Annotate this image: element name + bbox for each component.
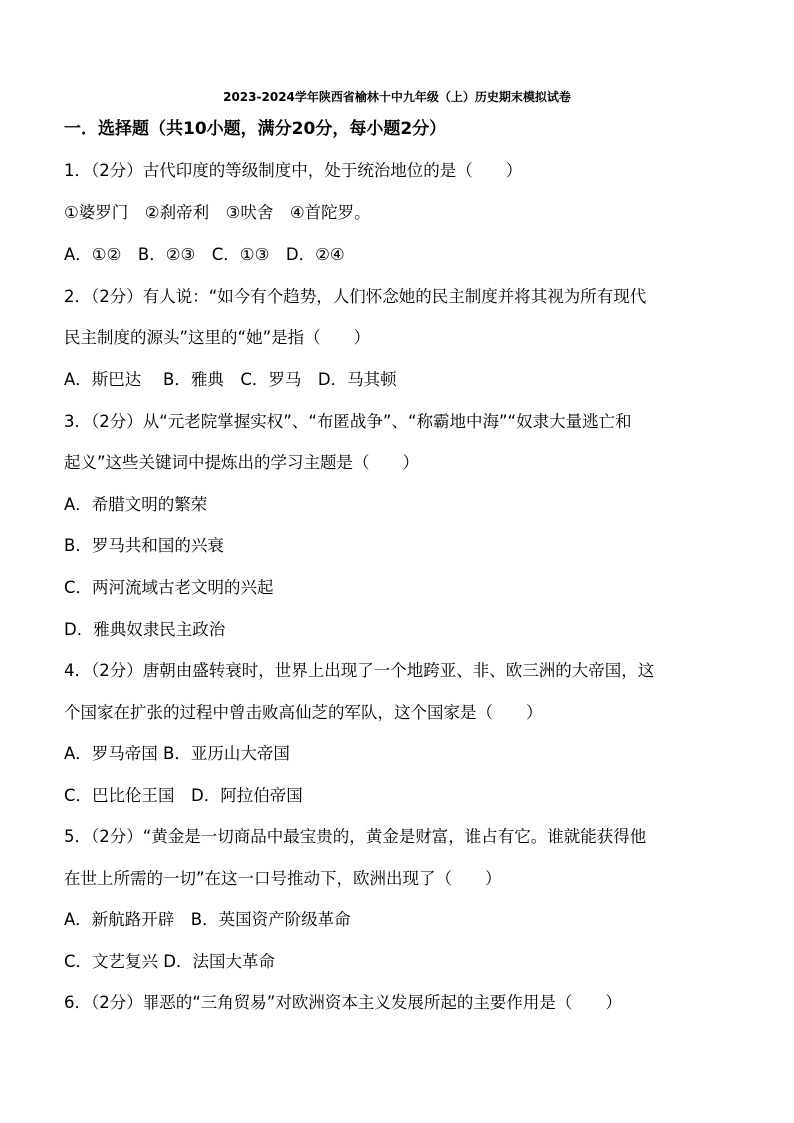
question-1-stem: 1．（2分）古代印度的等级制度中，处于统治地位的是（ ） <box>64 161 523 180</box>
question-1-items: ①婆罗门 ②刹帝利 ③吠舍 ④首陀罗。 <box>64 203 371 222</box>
question-3-stem-line-2: 起义”这些关键词中提炼出的学习主题是（ ） <box>64 453 420 472</box>
question-5-options-line-1: A．新航路开辟 B．英国资产阶级革命 <box>64 910 351 929</box>
question-5-stem-line-2: 在世上所需的一切”在这一口号推动下，欧洲出现了（ ） <box>64 869 502 888</box>
question-4-stem-line-2: 个国家在扩张的过程中曾击败高仙芝的军队，这个国家是（ ） <box>64 703 543 722</box>
question-3-option-a: A．希腊文明的繁荣 <box>64 495 208 514</box>
page-title: 2023-2024学年陕西省榆林十中九年级（上）历史期末模拟试卷 <box>223 90 571 104</box>
question-4-options-line-1: A．罗马帝国 B．亚历山大帝国 <box>64 744 290 763</box>
question-4-options-line-2: C．巴比伦王国 D．阿拉伯帝国 <box>64 786 303 805</box>
question-3-option-b: B．罗马共和国的兴衰 <box>64 536 224 555</box>
question-1-options: A．①② B．②③ C．①③ D．②④ <box>64 245 345 264</box>
question-2-stem-line-2: 民主制度的源头”这里的“她”是指（ ） <box>64 328 371 347</box>
question-3-option-c: C．两河流域古老文明的兴起 <box>64 578 274 597</box>
question-6-stem: 6．（2分）罪恶的“三角贸易”对欧洲资本主义发展所起的主要作用是（ ） <box>64 993 622 1012</box>
question-3-option-d: D．雅典奴隶民主政治 <box>64 620 226 639</box>
question-2-stem-line-1: 2．（2分）有人说：“如今有个趋势，人们怀念她的民主制度并将其视为所有现代 <box>64 287 647 306</box>
question-4-stem-line-1: 4．（2分）唐朝由盛转衰时，世界上出现了一个地跨亚、非、欧三洲的大帝国，这 <box>64 661 655 680</box>
question-3-stem-line-1: 3．（2分）从“元老院掌握实权”、“布匿战争”、“称霸地中海”“奴隶大量逃亡和 <box>64 412 632 431</box>
question-5-options-line-2: C．文艺复兴 D．法国大革命 <box>64 952 275 971</box>
question-5-stem-line-1: 5．（2分）“黄金是一切商品中最宝贵的，黄金是财富，谁占有它。谁就能获得他 <box>64 827 647 846</box>
section-heading: 一．选择题（共10小题，满分20分，每小题2分） <box>64 119 447 139</box>
question-2-options: A．斯巴达 B．雅典 C．罗马 D．马其顿 <box>64 370 397 389</box>
